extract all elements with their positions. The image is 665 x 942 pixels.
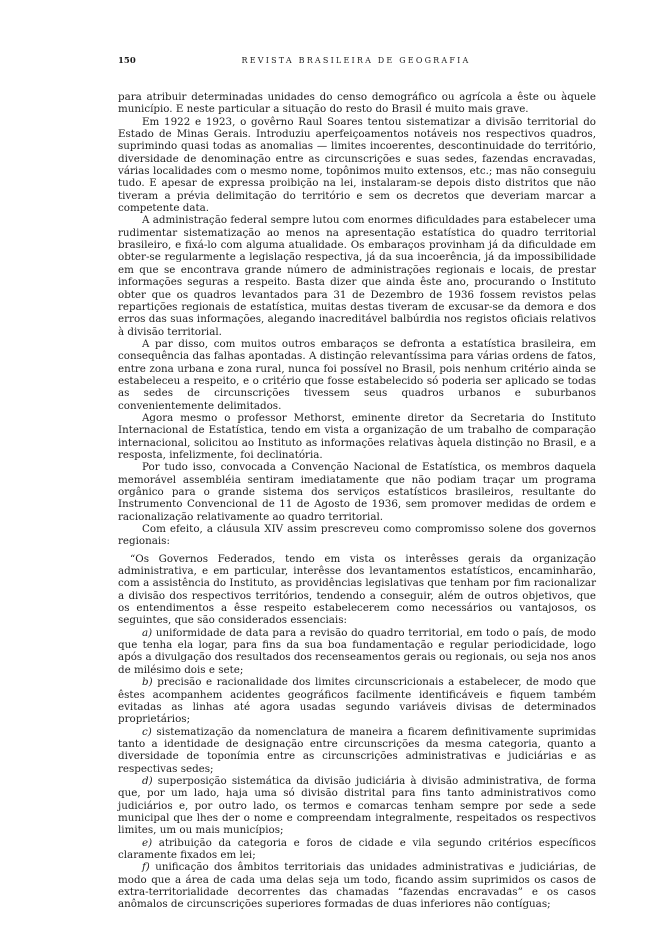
item-text: sistematização da nomenclatura de maneira a ficarem definitivamente suprimidas tanto a identidade de designação entre circunscrições da mesma categoria, quanto a diversidade de toponímia entre as circunscrições administrativas e judiciárias e as respectivas sedes;	[118, 725, 596, 775]
quoted-clause: “Os Governos Federados, tendo em vista os interêsses gerais da organização administrativa, e em particular, interêsse dos levantamentos estatísticos, encaminharão, com a assistência do Instituto, as providências legislativas que tenham por fim racionalizar a divisão dos respectivos territórios, tendendo a conseguir, além de outros objetivos, que os entendimentos a êsse respeito estabelecerem como necessários ou vantajosos, os seguintes, que são considerados essenciais:	[118, 552, 596, 627]
clause-item	[118, 627, 596, 676]
item-text: precisão e racionalidade dos limites circunscricionais a estabelecer, de modo que êstes acompanhem acidentes geográficos facilmente identificáveis e fiquem também evitadas as linhas até agora usadas segundo variáveis divisas de determinados proprietários;	[118, 676, 597, 726]
clause-item	[118, 676, 596, 725]
item-marker: b)	[142, 676, 153, 689]
body-text	[118, 91, 596, 911]
clause-item	[118, 775, 596, 837]
clause-item	[118, 861, 596, 910]
page-header	[118, 56, 594, 72]
paragraph: para atribuir determinadas unidades do censo demográfico ou agrícola a êste ou àquele município. E neste particular a situação do resto do Brasil é muito mais grave.	[118, 91, 596, 116]
page-number: 150	[118, 56, 136, 66]
item-marker: d)	[142, 774, 153, 787]
item-text: superposição sistemática da divisão judiciária à divisão administrativa, de forma que, por um lado, haja uma só divisão distrital para fins tanto administrativos como judiciários e, por outro lado, os termos e comarcas tenham sempre por sede a sede municipal que lhes der o nome e compreendam integralmente, respeitados os respectivos limites, um ou mais municípios;	[118, 774, 596, 837]
item-marker: c)	[142, 725, 152, 738]
item-text: uniformidade de data para a revisão do quadro territorial, em todo o país, de modo que tenha ela logar, para fins da sua boa fundamentação e regular periodicidade, logo após a divulgação dos resultados dos recenseamentos gerais ou regionais, ou seja nos anos de milésimo dois e sete;	[118, 626, 597, 676]
clause-item	[118, 837, 596, 862]
paragraph: Em 1922 e 1923, o govêrno Raul Soares tentou sistematizar a divisão territorial do Estado de Minas Gerais. Introduziu aperfeiçoamentos notáveis nos respectivos quadros, suprimindo quasi todas as anomalias — limites incoerentes, descontinuidade do território, diversidade de denominação entre as circunscrições e suas sedes, fazendas encravadas, várias localidades com o mesmo nome, topônimos muito extensos, etc.; mas não conseguiu tudo. E apesar de expressa proibição na lei, instalaram-se depois disto distritos que não tiveram a prévia delimitação do território e sem os decretos que deveriam marcar a competente data.	[118, 115, 596, 215]
paragraph: Por tudo isso, convocada a Convenção Nacional de Estatística, os membros daquela memorável assembléia sentiram imediatamente que não podiam traçar um programa orgânico para o grande sistema dos serviços estatísticos brasileiros, resultante do Instrumento Convencional de 11 de Agosto de 1936, sem promover medidas de ordem e racionalização relativamente ao quadro territorial.	[118, 461, 596, 523]
paragraph: Com efeito, a cláusula XIV assim prescreveu como compromisso solene dos governos regionais:	[118, 523, 596, 548]
item-marker: f)	[142, 861, 150, 874]
item-marker: a)	[142, 626, 153, 639]
item-text: unificação dos âmbitos territoriais das unidades administrativas e judiciárias, de modo que a área de cada uma delas seja um todo, ficando assim suprimidos os casos de extra-territorialidade decorrentes das chamadas “fazendas encravadas” e os casos anômalos de circunscrições superiores formadas de duas inferiores não contíguas;	[118, 861, 596, 911]
clause-item	[118, 726, 596, 775]
item-marker: e)	[142, 836, 153, 849]
paragraph: Agora mesmo o professor Methorst, eminente diretor da Secretaria do Instituto Internacional de Estatística, tendo em vista a organização de um trabalho de comparação internacional, solicitou ao Instituto as informações relativas àquela distinção no Brasil, e a resposta, infelizmente, foi declinatória.	[118, 411, 596, 461]
paragraph: A par disso, com muitos outros embaraços se defronta a estatística brasileira, em consequência das falhas apontadas. A distinção relevantíssima para várias ordens de fatos, entre zona urbana e zona rural, nunca foi possível no Brasil, pois nenhum critério ainda se estabeleceu a respeito, e o critério que fosse estabelecido só poderia ser aplicado se todas as sedes de circunscrições tivessem seus quadros urbanos e suburbanos convenientemente delimitados.	[118, 337, 596, 412]
paragraph: A administração federal sempre lutou com enormes dificuldades para estabelecer uma rudimentar sistematização ao menos na apresentação estatística do quadro territorial brasileiro, e fixá-lo com alguma atualidade. Os embaraços provinham já da dificuldade em obter-se regularmente a legislação respectiva, já da sua incoerência, já da impossibilidade em que se encontrava grande número de administrações regionais e locais, de prestar informações seguras a respeito. Basta dizer que ainda êste ano, procurando o Instituto obter que os quadros levantados para 31 de Dezembro de 1936 fossem revistos pelas repartições regionais de estatística, muitas destas tiveram de excusar-se da demora e dos erros das suas informações, alegando inacreditável balbúrdia nos registos oficiais relativos à divisão territorial.	[118, 214, 596, 338]
running-title: REVISTA BRASILEIRA DE GEOGRAFIA	[241, 56, 471, 65]
item-text: atribuição da categoria e foros de cidade e vila segundo critérios específicos claramente fixados em lei;	[118, 836, 596, 861]
